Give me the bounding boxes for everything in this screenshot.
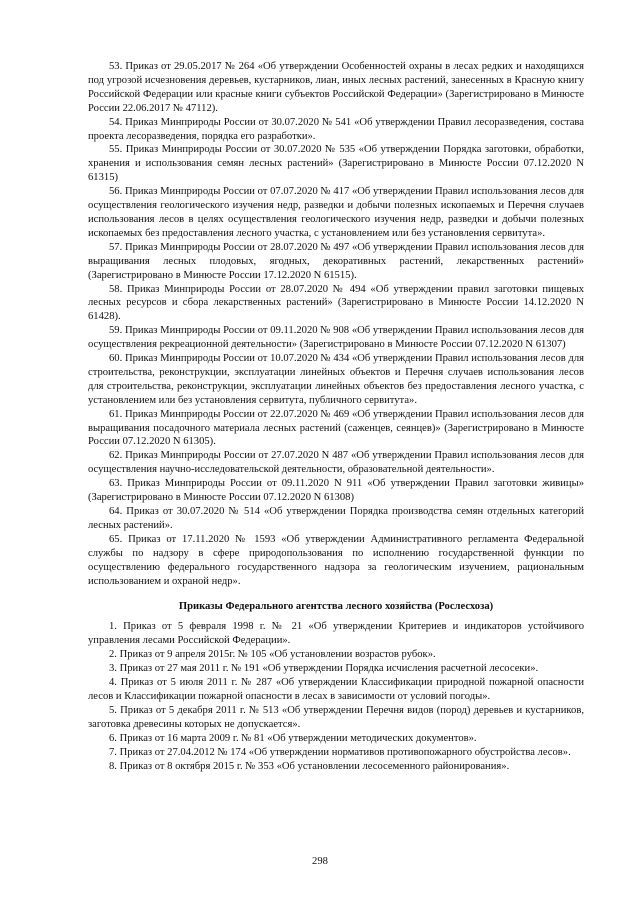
list-item: 3. Приказ от 27 мая 2011 г. № 191 «Об утверждении Порядка исчисления расчетной лесосеки». (109, 663, 539, 675)
list-item: 61. Приказ Минприроды России от 22.07.2020 № 469 «Об утверждении Правил использования лесов для выращивания посадочного материала лесных растений (саженцев, сеянцев)» (Зарегистрировано в Минюсте России 07.12.2020 N 61305). (88, 408, 584, 448)
list-item: 64. Приказ от 30.07.2020 № 514 «Об утверждении Порядка производства семян отдельных категорий лесных растений». (88, 506, 584, 531)
list-item: 53. Приказ от 29.05.2017 № 264 «Об утверждении Особенностей охраны в лесах редких и находящихся под угрозой исчезновения деревьев, кустарников, лиан, иных лесных растений, занесенных в Красную книгу Российской Федерации или красные книги субъектов Российской Федерации» (Зарегистрировано в Минюсте России 22.06.2017 № 47112). (88, 61, 584, 114)
list-item: 59. Приказ Минприроды России от 09.11.2020 № 908 «Об утверждении Правил использования лесов для осуществления рекреационной деятельности» (Зарегистрировано в Минюсте России 07.12.2020 N 61307) (88, 325, 584, 351)
minprirody-orders-list (88, 60, 584, 588)
list-item: 55. Приказ Минприроды России от 30.07.2020 № 535 «Об утверждении Порядка заготовки, обработки, хранения и использования семян лесных растений» (Зарегистрировано в Минюсте России 07.12.2020 N 61315) (88, 144, 584, 184)
list-item: 62. Приказ Минприроды России от 27.07.2020 N 487 «Об утверждении Правил использования лесов для осуществления научно-исследовательской деятельности, образовательной деятельности». (88, 450, 584, 476)
list-item: 4. Приказ от 5 июля 2011 г. № 287 «Об утверждении Классификации природной пожарной опасности лесов и Классификации пожарной опасности в лесах в зависимости от условий погоды». (88, 677, 584, 702)
list-item: 8. Приказ от 8 октября 2015 г. № 353 «Об установлении лесосеменного районирования». (109, 760, 510, 772)
list-item: 56. Приказ Минприроды России от 07.07.2020 № 417 «Об утверждении Правил использования лесов для осуществления геологического изучения недр, разведки и добычи полезных ископаемых и Перечня случаев использования лесов в целях осуществления геологического изучения недр, разведки и добычи полезных ископаемых без предоставления лесного участка, с установлением или без установления сервитута». (88, 186, 584, 239)
rosleskhoz-orders-list (88, 620, 584, 773)
section-heading: Приказы Федерального агентства лесного хозяйства (Рослесхоза) (178, 601, 494, 613)
list-item: 60. Приказ Минприроды России от 10.07.2020 № 434 «Об утверждении Правил использования лесов для строительства, реконструкции, эксплуатации линейных объектов и Перечня случаев использования лесов для строительства, реконструкции, эксплуатации линейных объектов без предоставления лесного участка, с установлением или без установления сервитута, публичного сервитута». (88, 353, 584, 406)
list-item: 58. Приказ Минприроды России от 28.07.2020 № 494 «Об утверждении правил заготовки пищевых лесных ресурсов и сбора лекарственных растений» (Зарегистрировано в Минюсте России 14.12.2020 N 61428). (88, 283, 584, 323)
list-item: 54. Приказ Минприроды России от 30.07.2020 № 541 «Об утверждении Правил лесоразведения, состава проекта лесоразведения, порядка его разработки». (88, 116, 584, 142)
list-item: 1. Приказ от 5 февраля 1998 г. № 21 «Об утверждении Критериев и индикаторов устойчивого управления лесами Российской Федерации». (88, 621, 584, 647)
list-item: 7. Приказ от 27.04.2012 № 174 «Об утверждении нормативов противопожарного обустройства лесов». (109, 746, 571, 758)
page-content (88, 60, 584, 773)
list-item: 63. Приказ Минприроды России от 09.11.2020 N 911 «Об утверждении Правил заготовки живицы» (Зарегистрировано в Минюсте России 07.12.2020 N 61308) (88, 478, 584, 504)
list-item: 57. Приказ Минприроды России от 28.07.2020 № 497 «Об утверждении Правил использования лесов для выращивания лесных плодовых, ягодных, декоративных растений, лекарственных растений» (Зарегистрировано в Минюсте России 17.12.2020 N 61515). (88, 241, 584, 281)
list-item: 2. Приказ от 9 апреля 2015г. № 105 «Об установлении возрастов рубок». (109, 649, 436, 661)
list-item: 6. Приказ от 16 марта 2009 г. № 81 «Об утверждении методических документов». (109, 732, 477, 744)
list-item: 5. Приказ от 5 декабря 2011 г. № 513 «Об утверждении Перечня видов (пород) деревьев и кустарников, заготовка древесины которых не допускается». (88, 704, 584, 730)
page-number: 298 (312, 856, 328, 867)
list-item: 65. Приказ от 17.11.2020 № 1593 «Об утверждении Административного регламента Федеральной службы по надзору в сфере природопользования по исполнению государственной функции по осуществлению федерального государственного надзора за геологическим изучением, рациональным использованием и охраной недр». (88, 533, 584, 587)
